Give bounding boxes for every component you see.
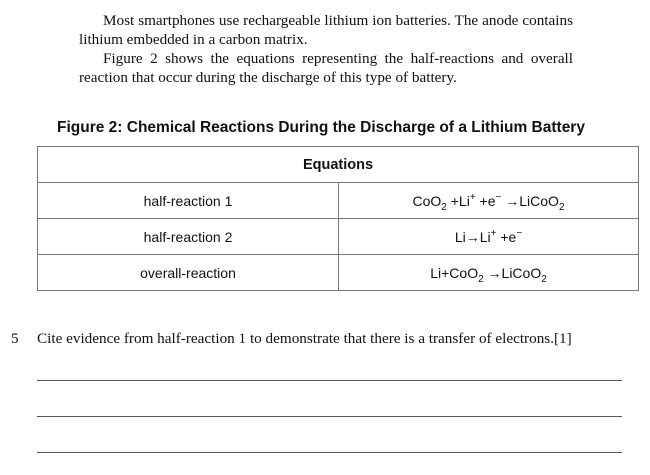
row-label: overall-reaction <box>38 255 339 291</box>
intro-text <box>79 11 573 87</box>
table-row <box>38 183 639 219</box>
table-row <box>38 219 639 255</box>
intro-paragraph-2: Figure 2 shows the equations representing the half-reactions and overall reaction that occur during the discharge of this type of battery. <box>79 50 573 86</box>
equations-table <box>37 146 639 291</box>
table-row <box>38 255 639 291</box>
row-equation: Li+CoO$_2$ →LiCoO$_2$ <box>339 255 639 291</box>
question-text: Cite evidence from half-reaction 1 to demonstrate that there is a transfer of electrons. <box>37 330 555 347</box>
row-label: half-reaction 1 <box>38 183 339 219</box>
figure-title: Figure 2: Chemical Reactions During the Discharge of a Lithium Battery <box>57 119 585 136</box>
question-marks: [1] <box>554 330 572 347</box>
answer-line-2[interactable] <box>37 416 622 417</box>
row-equation: Li→Li+ +e− <box>339 219 639 255</box>
row-equation: CoO$_2$ +Li+ +e− →LiCoO$_2$ <box>339 183 639 219</box>
intro-paragraph-1: Most smartphones use rechargeable lithium ion batteries. The anode contains lithium embedded in a carbon matrix. <box>79 12 573 48</box>
answer-line-1[interactable] <box>37 380 622 381</box>
answer-line-3[interactable] <box>37 452 622 453</box>
question-number: 5 <box>11 330 19 347</box>
table-header: Equations <box>38 147 639 183</box>
row-label: half-reaction 2 <box>38 219 339 255</box>
